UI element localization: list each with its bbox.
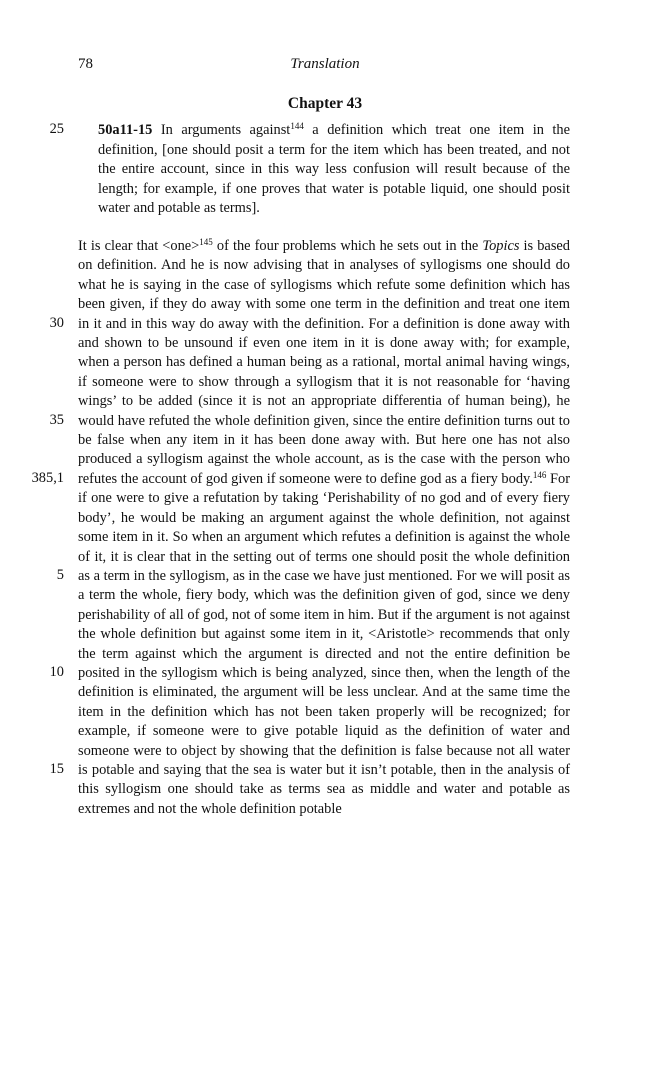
margin-line-number: 30 [49, 315, 64, 331]
chapter-title: Chapter 43 [287, 95, 363, 112]
margin-line-number: 10 [49, 664, 64, 680]
margin-line-number: 15 [49, 761, 64, 777]
commentary-body [78, 237, 570, 819]
commentary-text: is based on definition. And he is now advising that in analyses of syllogisms one should do what he is saying in the case of syllogisms which refute some definition which has been given, if they do away with some one term in the definition and treat one item in it and in this way do away with the definition. For a definition is done away with and shown to be unsound if even one item in it is done away with; for example, when a person has defined a human being as a rational, mortal animal having wings, if someone were to show through a syllogism that it is not reasonable for ‘having wings’ to be added (since it is not an appropriate differentia of human being), he would have refuted the whole definition given, since the entire definition turns out to be false when any item in it has been done away with. But here one has not also produced a syllogism against the whole account, as is the case with the person who refutes the account of god given if someone were to define god as a fiery body. [78, 238, 570, 487]
margin-line-numbers [0, 0, 64, 1065]
footnote-ref-144: 144 [290, 121, 304, 131]
lemma-text: a definition which treat one item in the definition, [one should posit a term for the item which has been treated, and not the entire account, since in this way less confusion will result because of the length; for example, if one proves that water is potable liquid, one should posit water and potable as terms]. [98, 122, 570, 216]
lemma-reference: 50a11-15 [98, 122, 153, 138]
commentary-text: For if one were to give a refutation by taking ‘Perishability of no god and of every fiery body’, he would be making an argument against the whole definition, not against some item in it. So when an argument which refutes a definition is against the whole of it, it is clear that in the setting out of terms one should posit the whole definition as a term in the syllogism, as in the case we have just mentioned. For we will posit as a term the whole, fiery body, which was the definition given of god, since we deny perishability of all of god, not of some item in him. But if the argument is not against the whole definition but against some item in it, <Aristotle> recommends that only the term against which the argument is directed and not the entire definition be posited in the syllogism which is being analyzed, since then, when the length of the definition is eliminated, the argument will be less unclear. And at the same time the item in the definition which has not been taken properly will be recognized; for example, if someone were to give potable liquid as the definition of water and someone were to object by showing that the definition is false because not all water is potable and saying that the sea is water but it isn’t potable, then in the analysis of this syllogism one should take as terms sea as middle and water and potable as extremes and not the whole definition potable [78, 470, 570, 817]
lemma-text: In arguments against [152, 122, 291, 138]
margin-line-number: 25 [49, 121, 64, 137]
margin-line-number: 35 [49, 412, 64, 428]
commentary-text: It is clear that <one> [78, 238, 200, 254]
page-header [0, 56, 650, 78]
lemma-paragraph [98, 121, 570, 219]
page-number: 78 [78, 56, 93, 72]
commentary-paragraph [78, 237, 570, 819]
topics-title: Topics [482, 238, 520, 254]
running-head: Translation [290, 56, 360, 72]
margin-line-number: 385,1 [31, 470, 64, 486]
commentary-text: of the four problems which he sets out in the [212, 238, 483, 254]
footnote-ref-146: 146 [532, 469, 547, 480]
margin-line-number: 5 [56, 567, 64, 583]
footnote-ref-145: 145 [199, 237, 213, 247]
